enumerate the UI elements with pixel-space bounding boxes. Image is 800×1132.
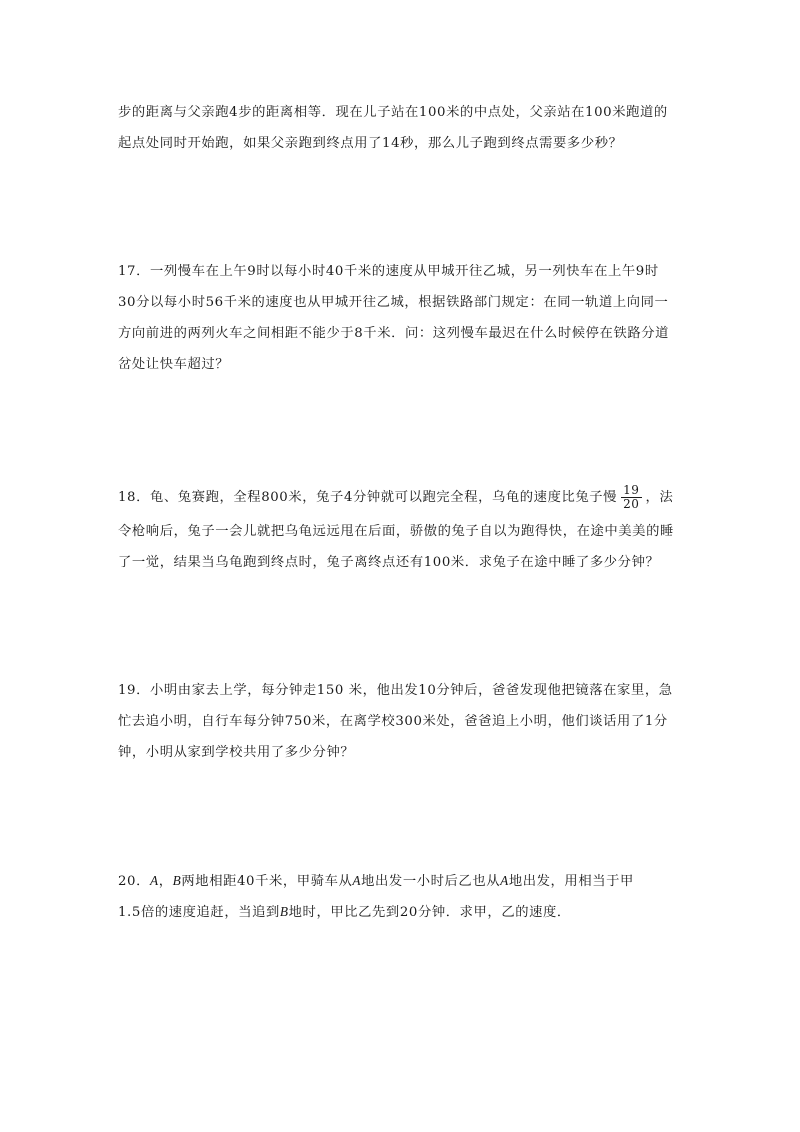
problem-20-text: 1.5倍的速度追赶，当追到 (118, 905, 280, 920)
problem-17-line: 方向前进的两列火车之间相距不能少于8千米．问：这列慢车最迟在什么时候停在铁路分道 (118, 326, 670, 341)
problem-20-text: 地时，甲比乙先到20分钟．求甲，乙的速度． (288, 905, 571, 920)
problem-18-line: 了一觉，结果当乌龟跑到终点时，兔子离终点还有100米．求兔子在途中睡了多少分钟？ (118, 555, 660, 570)
point-label: B (279, 904, 289, 919)
problem-19-line: 忙去追小明，自行车每分钟750米，在离学校300米处，爸爸追上小明，他们谈话用了1分 (118, 714, 668, 729)
problem-16-line: 步的距离与父亲跑4步的距离相等．现在儿子站在100米的中点处，父亲站在100米跑道的 (118, 105, 668, 120)
point-label: B (172, 873, 182, 888)
fraction (621, 484, 641, 511)
problem-18-text: 18．龟、兔赛跑，全程800米，兔子4分钟就可以跑完全程，乌龟的速度比兔子慢 (118, 490, 618, 505)
problem-20-text: 20． (118, 874, 151, 889)
problem-17-line: 17．一列慢车在上午9时以每小时40千米的速度从甲城开往乙城，另一列快车在上午9时 (118, 264, 659, 279)
problem-20-text: 地出发，用相当于甲 (508, 874, 634, 889)
problem-20-text: ， (158, 874, 173, 889)
problem-20-text: 两地相距40千米，甲骑车从 (181, 874, 353, 889)
fraction-numerator: 19 (623, 483, 640, 497)
problem-18-text: ，法 (645, 490, 674, 505)
problem-18-line (118, 484, 688, 511)
problem-19-line: 19．小明由家去上学，每分钟走150 米，他出发10分钟后，爸爸发现他把镜落在家里，急 (118, 683, 673, 698)
point-label: A (500, 873, 509, 888)
problem-17-line: 岔处让快车超过？ (118, 357, 230, 372)
problem-18-line: 令枪响后，兔子一会儿就把乌龟远远甩在后面，骄傲的兔子自以为跑得快，在途中美美的睡 (118, 524, 674, 539)
point-label: A (352, 873, 362, 888)
problem-16-line: 起点处同时开始跑，如果父亲跑到终点用了14秒，那么儿子跑到终点需要多少秒？ (118, 136, 623, 151)
fraction-denominator: 20 (623, 497, 640, 511)
problem-17-line: 30分以每小时56千米的速度也从甲城开往乙城，根据铁路部门规定：在同一轨道上向同一 (118, 295, 669, 310)
problem-20-line (118, 871, 688, 892)
problem-20-line (118, 902, 688, 923)
problem-19-line: 钟，小明从家到学校共用了多少分钟？ (118, 745, 355, 760)
point-label: A (150, 873, 159, 888)
problem-20-text: 地出发一小时后乙也从 (361, 874, 501, 889)
